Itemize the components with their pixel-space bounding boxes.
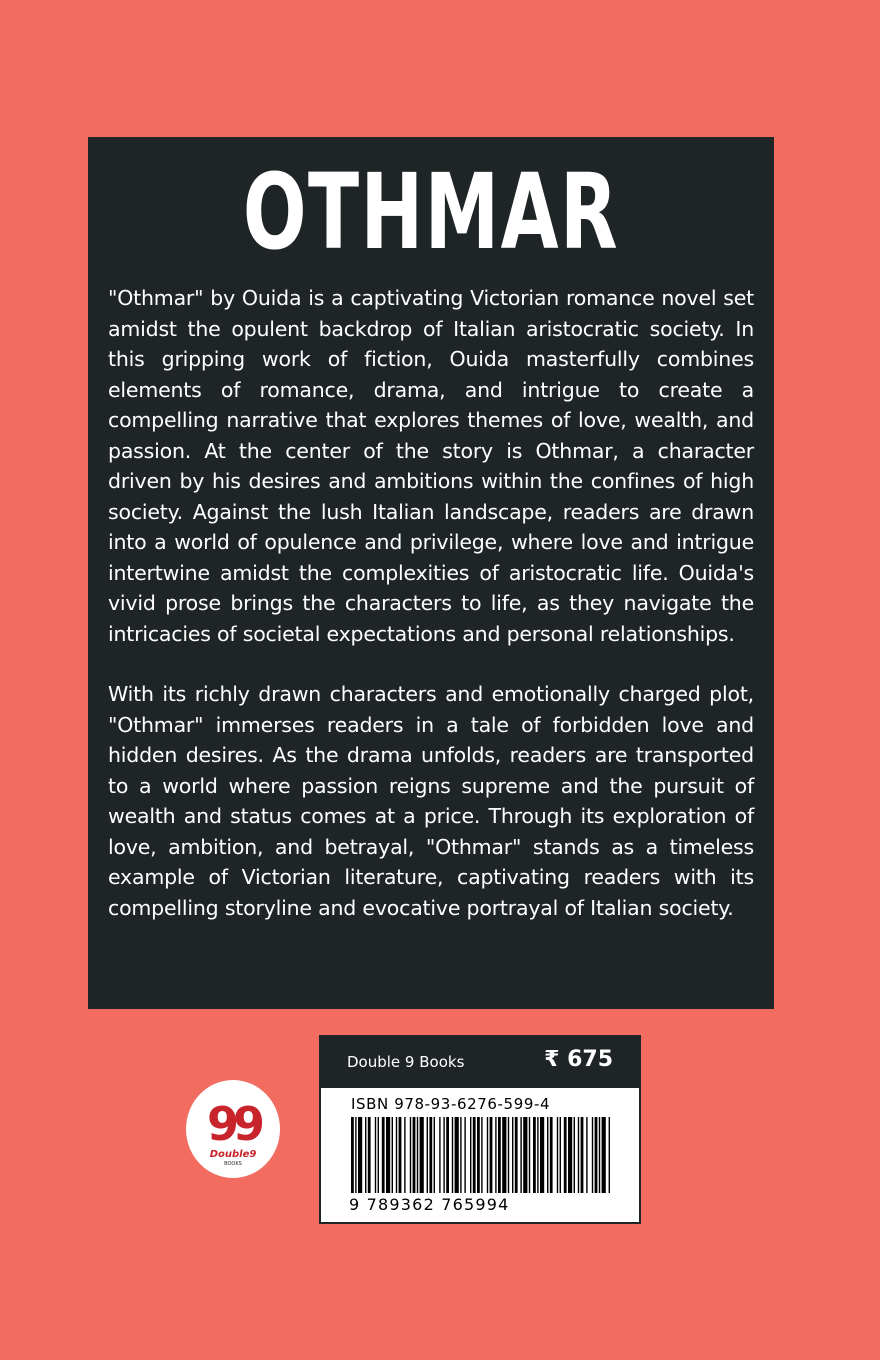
barcode-bar	[392, 1117, 393, 1193]
barcode-bar	[533, 1117, 536, 1193]
barcode-bar	[495, 1117, 496, 1193]
barcode-bar	[574, 1117, 575, 1193]
logo-mark: 99	[206, 1097, 260, 1151]
barcode-bar	[581, 1117, 584, 1193]
barcode-bar	[564, 1117, 567, 1193]
barcode-bar	[396, 1117, 397, 1193]
back-cover-panel	[88, 137, 774, 1009]
barcode-bar	[602, 1117, 606, 1193]
barcode-bar	[427, 1117, 428, 1193]
barcode-bar	[420, 1117, 424, 1193]
book-title: OTHMAR	[242, 151, 620, 273]
barcode-bar	[455, 1117, 459, 1193]
blurb-paragraph-1: "Othmar" by Ouida is a captivating Victorian romance novel set amidst the opulent backdrop of Italian aristocratic society. In this gripping work of fiction, Ouida masterfully combines elements of romance, drama, and intrigue to create a compelling narrative that explores themes of love, wealth, and passion. At the center of the story is Othmar, a character driven by his desires and ambitions within the confines of high society. Against the lush Italian landscape, readers are drawn into a world of opulence and privilege, where love and intrigue intertwine amidst the complexities of aristocratic life. Ouida's vivid prose brings the characters to life, as they navigate the intricacies of societal expectations and personal relationships.	[108, 286, 754, 646]
barcode-bar	[502, 1117, 506, 1193]
barcode-bar	[410, 1117, 411, 1193]
barcode-bar	[365, 1117, 366, 1193]
barcode-bar	[439, 1117, 440, 1193]
isbn-label: ISBN 978-93-6276-599-4	[351, 1095, 551, 1113]
price-label: ₹ 675	[544, 1047, 613, 1072]
logo-subtext: BOOKS	[224, 1161, 242, 1167]
barcode-bar	[378, 1117, 379, 1193]
barcode-bar	[595, 1117, 598, 1193]
barcode-bar	[520, 1117, 521, 1193]
barcode-bar	[586, 1117, 587, 1193]
barcode-bar	[443, 1117, 444, 1193]
barcode-bar	[568, 1117, 572, 1193]
barcode-bar	[375, 1117, 376, 1193]
barcode-bar	[460, 1117, 461, 1193]
barcode-bar	[550, 1117, 553, 1193]
barcode-bar	[599, 1117, 600, 1193]
barcode-bar	[382, 1117, 385, 1193]
barcode-bar	[592, 1117, 593, 1193]
barcode-bar	[560, 1117, 561, 1193]
barcode-bar	[429, 1117, 432, 1193]
barcode-bar	[557, 1117, 558, 1193]
barcode-bar	[470, 1117, 471, 1193]
barcode-bar	[609, 1117, 610, 1193]
barcode-bar	[515, 1117, 518, 1193]
barcode-bar	[464, 1117, 465, 1193]
barcode-bar	[547, 1117, 548, 1193]
barcode-bar	[413, 1117, 416, 1193]
barcode-bar	[358, 1117, 362, 1193]
barcode-bar	[540, 1117, 544, 1193]
barcode-bar	[434, 1117, 435, 1193]
publisher-logo	[186, 1080, 280, 1178]
blurb-paragraph-2: With its richly drawn characters and emotionally charged plot, "Othmar" immerses readers in a tale of forbidden love and hidden desires. As the drama unfolds, readers are transported to a world where passion reigns supreme and the pursuit of wealth and status comes at a price. Through its exploration of love, ambition, and betrayal, "Othmar" stands as a timeless example of Victorian literature, captivating readers with its compelling storyline and evocative portrayal of Italian society.	[108, 682, 754, 920]
barcode-bar	[508, 1117, 509, 1193]
barcode-bar	[529, 1117, 530, 1193]
publisher-name: Double 9 Books	[347, 1053, 465, 1071]
barcode-bar	[512, 1117, 513, 1193]
barcode-bar	[498, 1117, 501, 1193]
barcode-bar	[417, 1117, 418, 1193]
logo-wordmark: Double9	[209, 1149, 257, 1160]
barcode-bar	[578, 1117, 579, 1193]
barcode-bar	[487, 1117, 488, 1193]
barcode-bar	[355, 1117, 356, 1193]
barcode-bar	[351, 1117, 354, 1193]
barcode-bar	[481, 1117, 482, 1193]
book-blurb	[108, 283, 754, 923]
barcode-bar	[523, 1117, 527, 1193]
barcode-bar	[537, 1117, 538, 1193]
barcode-bar	[404, 1117, 405, 1193]
barcode-bar	[368, 1117, 371, 1193]
barcode-bar	[446, 1117, 449, 1193]
isbn-digits: 9 789362 765994	[349, 1195, 510, 1214]
barcode-box	[319, 1035, 641, 1224]
barcode-bar	[386, 1117, 390, 1193]
barcode-bar	[473, 1117, 476, 1193]
barcode-bar	[399, 1117, 402, 1193]
barcode-bar	[452, 1117, 453, 1193]
barcode-bar	[477, 1117, 480, 1193]
barcode-bar	[490, 1117, 493, 1193]
